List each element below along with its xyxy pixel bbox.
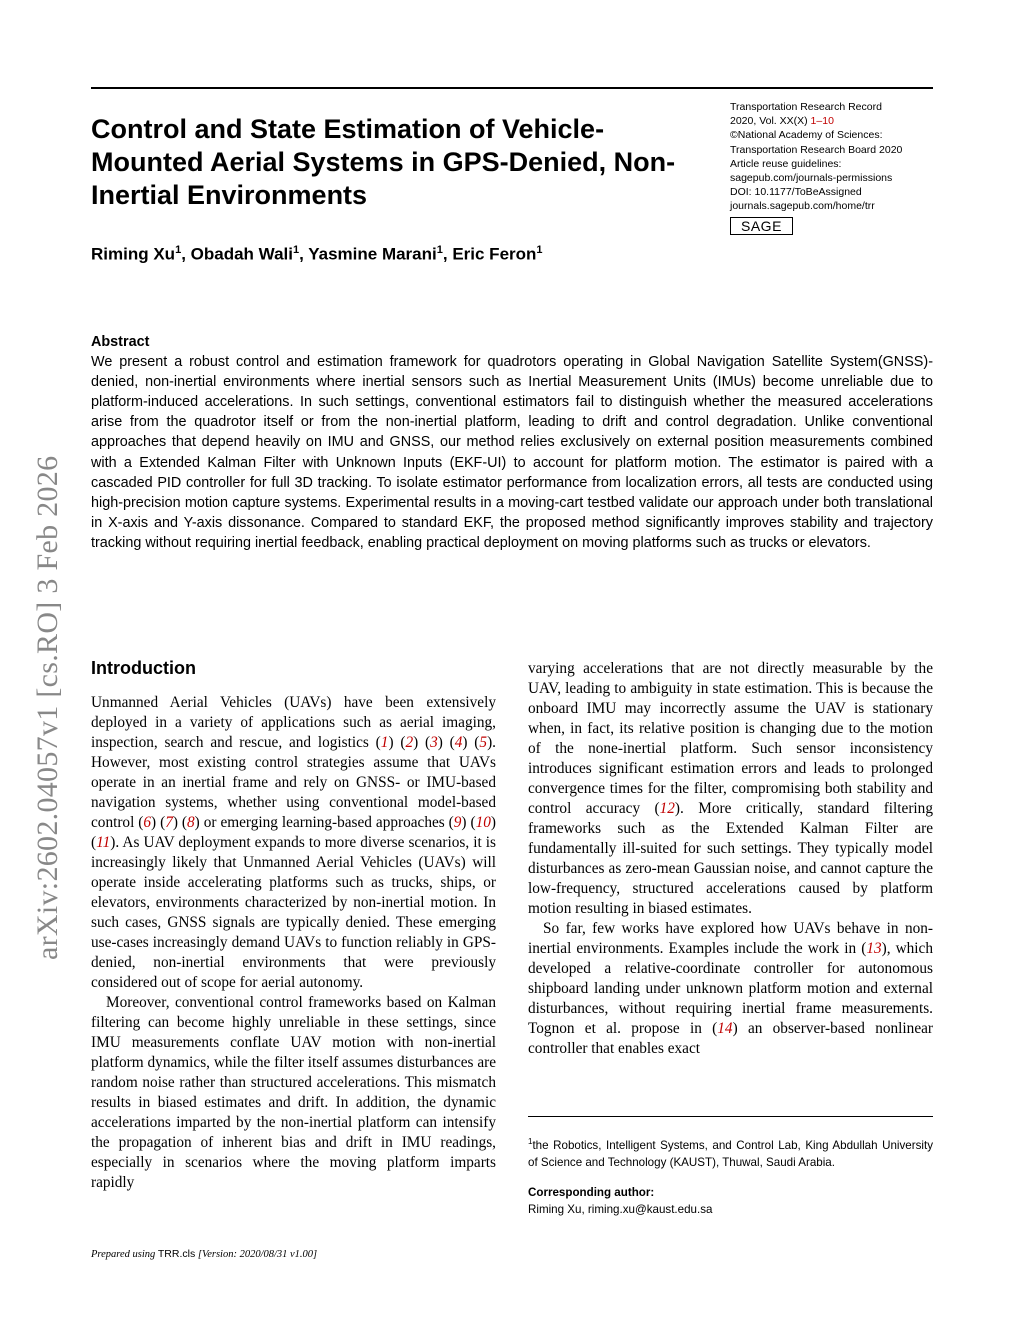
citation-link[interactable]: 5 bbox=[479, 734, 488, 751]
intro-paragraph-3: varying accelerations that are not directly measurable by the UAV, leading to ambiguity in state estimation. This is because the onboard IMU may incorrectly assume the UAV is stationary when, in fact, its relative position is changing due to the motion of the none-inertial platform. Such sensor inconsistency introduces significant estimation errors and leads to prolonged convergence times for the filter, compromising both stability and control accuracy (12). More critically, standard filtering frameworks such as the Extended Kalman Filter are fundamentally ill-suited for such settings. They typically model disturbances as zero-mean Gaussian noise, and cannot capture the low-frequency, structured accelerations caused by platform motion resulting in biased estimates. bbox=[528, 660, 933, 917]
left-column bbox=[91, 657, 496, 1193]
affiliation-mark: 1 bbox=[292, 244, 300, 256]
footnotes bbox=[528, 1133, 933, 1218]
right-column bbox=[528, 659, 933, 1059]
sage-logo: SAGE bbox=[730, 217, 793, 235]
intro-paragraph-4: So far, few works have explored how UAVs behave in non-inertial environments. Examples include the work in (13), which developed a relative-coordinate controller for autonomous shipboard landing under unknown platform motion and external disturbances, without requiring inertial frame measurements. Tognon et al. propose in (14) an observer-based nonlinear controller that enables exact bbox=[528, 920, 933, 1057]
citation-link[interactable]: 3 bbox=[430, 734, 438, 751]
affiliation-mark: 1 bbox=[436, 244, 443, 256]
citation-link[interactable]: 8 bbox=[187, 814, 195, 831]
citation-link[interactable]: 4 bbox=[454, 734, 463, 751]
cls-name: TRR.cls bbox=[157, 1248, 196, 1260]
citation-link[interactable]: 13 bbox=[866, 940, 882, 957]
paper-title: Control and State Estimation of Vehicle-Mounted Aerial Systems in GPS-Denied, Non-Inertial Environments bbox=[91, 114, 676, 210]
journal-name: Transportation Research Record bbox=[730, 101, 882, 113]
introduction-heading: Introduction bbox=[91, 658, 196, 678]
author-list: Riming Xu$^1$, Obadah Wali$^1$, Yasmine Marani$^1$, Eric Feron$^1$ bbox=[91, 244, 543, 264]
author-name: Eric Feron bbox=[452, 244, 537, 264]
author-name: Obadah Wali bbox=[190, 244, 293, 264]
corresponding-author-contact: Riming Xu, riming.xu@kaust.edu.sa bbox=[528, 1202, 713, 1216]
abstract-text: We present a robust control and estimation framework for quadrotors operating in Global Navigation Satellite System(GNSS)-denied, non-inertial environments where inertial sensors such as Inertial Measurement Units (IMUs) become unreliable due to platform-induced accelerations. In such settings, conventional estimators fail to distinguish whether the measured accelerations arise from the quadrotor itself or from the non-inertial platform, leading to drift and control degradation. Unlike conventional approaches that depend heavily on IMU and GNSS, our method relies exclusively on external position measurements combined with a Extended Kalman Filter with Unknown Inputs (EKF-UI) to account for platform motion. The estimator is paired with a cascaded PID controller for full 3D tracking. To isolate estimator performance from localization errors, all tests are conducted using high-precision motion capture systems. Experimental results in a moving-cart testbed validate our approach under both translational in X-axis and Y-axis dissonance. Compared to standard EKF, the proposed method significantly improves stability and trajectory tracking without requiring inertial feedback, enabling practical deployment on moving platforms such as trucks or elevators. bbox=[91, 354, 933, 551]
permissions-url: sagepub.com/journals-permissions bbox=[730, 172, 893, 185]
journal-volume: 2020, Vol. XX(X) 1–10 bbox=[730, 115, 834, 128]
abstract-heading: Abstract bbox=[91, 334, 150, 350]
citation-link[interactable]: 10 bbox=[475, 814, 491, 831]
affiliation-mark: 1 bbox=[175, 244, 182, 256]
citation-link[interactable]: 12 bbox=[659, 800, 675, 817]
reuse-label: Article reuse guidelines: bbox=[730, 157, 842, 170]
page-range-link[interactable]: 1–10 bbox=[810, 115, 834, 128]
intro-paragraph-2: Moreover, conventional control frameworks based on Kalman filtering can become highly unreliable in these settings, since IMU measurements conflate UAV motion with non-inertial platform dynamics, while the filter itself assumes disturbances are random noise rather than structured accelerations. This mismatch results in biased estimates and drift. In addition, the dynamic accelerations imparted by the non-inertial platform can intensify the propagation of inherent bias and drift in IMU readings, especially in scenarios where the moving platform imparts rapidly bbox=[91, 994, 496, 1191]
citation-link[interactable]: 11 bbox=[96, 834, 111, 851]
journal-info bbox=[730, 100, 940, 235]
doi-line: DOI: 10.1177/ToBeAssigned bbox=[730, 186, 862, 199]
footnote-rule bbox=[528, 1116, 933, 1117]
prepared-using-footer: Prepared using TRR.cls [Version: 2020/08/31 v1.00] bbox=[91, 1248, 318, 1260]
header-rule bbox=[91, 87, 933, 89]
copyright-board: Transportation Research Board 2020 bbox=[730, 143, 903, 156]
author-name: Riming Xu bbox=[91, 244, 176, 264]
affiliation-footnote: $^1$the Robotics, Intelligent Systems, and Control Lab, King Abdullah University of Science and Technology (KAUST), Thuwal, Saudi Arabia. bbox=[528, 1137, 933, 1169]
intro-paragraph-1: Unmanned Aerial Vehicles (UAVs) have been extensively deployed in a variety of applications such as aerial imaging, inspection, search and rescue, and logistics (1) (2) (3) (4) (5). However, most existing control strategies assume that UAVs operate in an inertial frame and rely on GNSS- or IMU-based navigation systems, whether using conventional model-based control (6) (7) (8) or emerging learning-based approaches (9) (10) (11). As UAV deployment expands to more diverse scenarios, it is increasingly likely that Unmanned Aerial Vehicles (UAVs) will operate inside accelerating platforms such as trucks, ships, or elevators, environments characterized by non-inertial motion. In such cases, GNSS signals are typically denied. These emerging use-cases increasingly demand UAVs to function reliably in GPS-denied, non-inertial environments that were previously considered out of scope for aerial autonomy. bbox=[91, 694, 496, 991]
citation-link[interactable]: 2 bbox=[405, 734, 414, 751]
arxiv-identifier: arXiv:2602.04057v1 [cs.RO] 3 Feb 2026 bbox=[31, 455, 64, 960]
citation-link[interactable]: 1 bbox=[380, 734, 389, 751]
citation-link[interactable]: 9 bbox=[453, 814, 462, 831]
corresponding-author-label: Corresponding author: bbox=[528, 1185, 655, 1199]
citation-link[interactable]: 14 bbox=[717, 1020, 733, 1037]
citation-link[interactable]: 6 bbox=[143, 814, 152, 831]
citation-link[interactable]: 7 bbox=[165, 814, 173, 831]
abstract-section bbox=[91, 332, 933, 553]
affiliation-mark: 1 bbox=[536, 244, 543, 256]
journal-url: journals.sagepub.com/home/trr bbox=[730, 200, 875, 213]
author-name: Yasmine Marani bbox=[308, 244, 437, 264]
copyright-line: ©National Academy of Sciences: bbox=[730, 129, 883, 142]
